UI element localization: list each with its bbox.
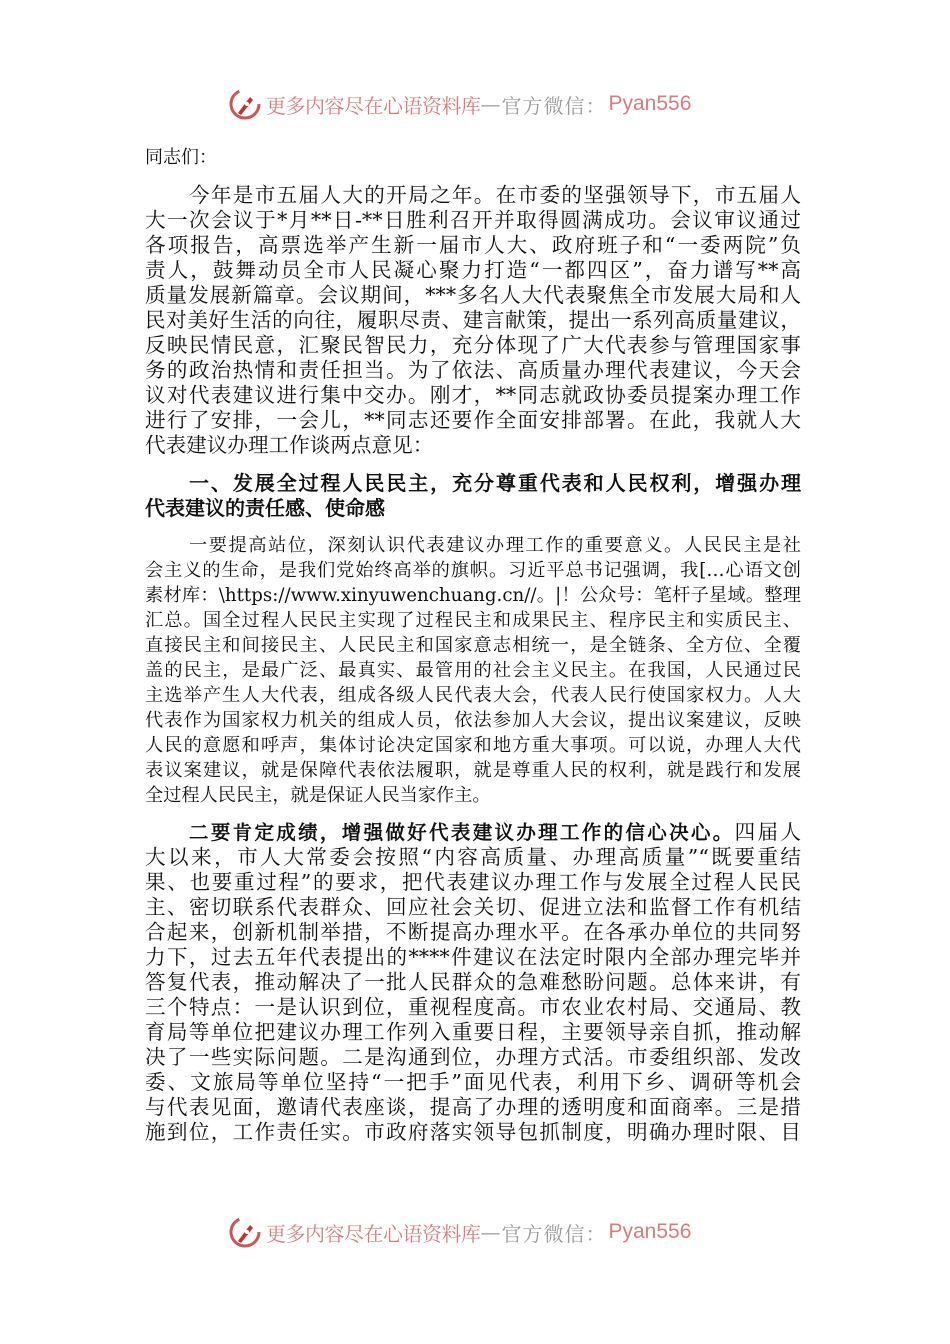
watermark-brand: 更多内容尽在心语资料库 xyxy=(266,93,481,118)
paragraph-line: 盖的民主，是最广泛、最真实、最管用的社会主义民主。在我国，人民通过民 xyxy=(145,660,801,681)
paragraph-line: 各项报告，高票选举产生新一届市人大、政府班子和“一委两院”负 xyxy=(145,233,801,257)
paragraph-line: 主选举产生人大代表，组成各级人民代表大会，代表人民行使国家权力。人大 xyxy=(145,685,801,706)
paragraph-line: 育局等单位把建议办理工作列入重要日程，主要领导亲自抓，推动解 xyxy=(145,1020,801,1044)
paragraph-line: 议对代表建议进行集中交办。刚才，**同志就政协委员提案办理工作 xyxy=(145,383,801,407)
paragraph-line: 务的政治热情和责任担当。为了依法、高质量办理代表建议，今天会 xyxy=(145,358,801,382)
paragraph-line: 进行了安排，一会儿，**同志还要作全面安排部署。在此，我就人大 xyxy=(145,408,801,432)
paragraph-line: 全过程人民民主，就是保证人民当家作主。 xyxy=(145,785,491,806)
paragraph-line: 合起来，创新机制举措，不断提高办理水平。在各承办单位的共同努 xyxy=(145,920,801,944)
paragraph-point-one xyxy=(145,533,801,808)
watermark-dash: — xyxy=(480,1220,502,1244)
watermark-dash: — xyxy=(480,92,502,116)
watermark-brand: 更多内容尽在心语资料库 xyxy=(266,1221,481,1246)
paragraph-line: 代表作为国家权力机关的组成人员，依法参加人大会议，提出议案建议，反映 xyxy=(145,710,801,731)
paragraph-line: 会主义的生命，是我们党始终高举的旗帜。习近平总书记强调，我[…心语文创 xyxy=(145,560,801,581)
paragraph-intro xyxy=(145,183,801,458)
header-watermark xyxy=(228,84,728,124)
footer-watermark xyxy=(228,1212,728,1252)
paragraph-line: 代表建议的责任感、使命感 xyxy=(145,496,385,520)
paragraph-point-two xyxy=(145,820,801,1145)
paragraph-line: 果、也要重过程”的要求，把代表建议办理工作与发展全过程人民民 xyxy=(145,870,801,894)
paragraph-line: 汇总。国全过程人民民主实现了过程民主和成果民主、程序民主和实质民主、 xyxy=(145,610,801,631)
watermark-wechat-label: 官方微信： xyxy=(501,1221,607,1246)
paragraph-line: 一要提高站位，深刻认识代表建议办理工作的重要意义。人民民主是社 xyxy=(189,535,801,556)
paragraph-line: 素材库：\https://www.xinyuwenchuang.cn//。|！公众号：笔杆子星域。整理 xyxy=(145,585,801,606)
paragraph-line: 质量发展新篇章。会议期间，***多名人大代表聚焦全市发展大局和人 xyxy=(145,283,801,307)
paragraph-line: 今年是市五届人大的开局之年。在市委的坚强领导下，市五届人 xyxy=(189,183,801,207)
paragraph-line: 三个特点：一是认识到位，重视程度高。市农业农村局、交通局、教 xyxy=(145,995,801,1019)
section-heading-1 xyxy=(145,471,801,521)
pen-logo-icon xyxy=(228,87,262,121)
pen-logo-icon xyxy=(228,1215,262,1249)
paragraph-line: 直接民主和间接民主、人民民主和国家意志相统一，是全链条、全方位、全覆 xyxy=(145,635,801,656)
watermark-wechat-label: 官方微信： xyxy=(501,93,607,118)
paragraph-line: 代表建议办理工作谈两点意见： xyxy=(145,433,434,457)
bold-lead: 二要肯定成绩，增强做好代表建议办理工作的信心决心。 xyxy=(189,821,735,844)
paragraph-line: 表议案建议，就是保障代表依法履职，就是尊重人民的权利，就是践行和发展 xyxy=(145,760,801,781)
paragraph-line: 答复代表，推动解决了一批人民群众的急难愁盼问题。总体来讲，有 xyxy=(145,970,801,994)
lead-rest: 四届人 xyxy=(734,820,801,844)
watermark-wechat-id: Pyan556 xyxy=(608,92,692,115)
paragraph-line: 主、密切联系代表群众、回应社会关切、促进立法和监督工作有机结 xyxy=(145,895,801,919)
paragraph-line: 一、发展全过程人民民主，充分尊重代表和人民权利，增强办理 xyxy=(189,471,801,495)
paragraph-line: 反映民情民意，汇聚民智民力，充分体现了广大代表参与管理国家事 xyxy=(145,333,801,357)
paragraph-line: 力下，过去五年代表提出的****件建议在法定时限内全部办理完毕并 xyxy=(145,945,801,969)
paragraph-line: 大一次会议于*月**日-**日胜利召开并取得圆满成功。会议审议通过 xyxy=(145,208,801,232)
paragraph-line: 民对美好生活的向往，履职尽责、建言献策，提出一系列高质量建议， xyxy=(145,308,801,332)
paragraph-line: 与代表见面，邀请代表座谈，提高了办理的透明度和面商率。三是措 xyxy=(145,1095,801,1119)
paragraph-line: 施到位，工作责任实。市政府落实领导包抓制度，明确办理时限、目 xyxy=(145,1120,801,1144)
watermark-wechat-id: Pyan556 xyxy=(608,1220,692,1243)
paragraph-line xyxy=(145,820,801,845)
paragraph-line: 委、文旅局等单位坚持“一把手”面见代表，利用下乡、调研等机会 xyxy=(145,1070,801,1094)
salutation: 同志们： xyxy=(145,147,217,168)
paragraph-line: 决了一些实际问题。二是沟通到位，办理方式活。市委组织部、发改 xyxy=(145,1045,801,1069)
paragraph-line: 大以来，市人大常委会按照“内容高质量、办理高质量”“既要重结 xyxy=(145,845,801,869)
paragraph-line: 责人，鼓舞动员全市人民凝心聚力打造“一都四区”，奋力谱写**高 xyxy=(145,258,801,282)
paragraph-line: 人民的意愿和呼声，集体讨论决定国家和地方重大事项。可以说，办理人大代 xyxy=(145,735,801,756)
